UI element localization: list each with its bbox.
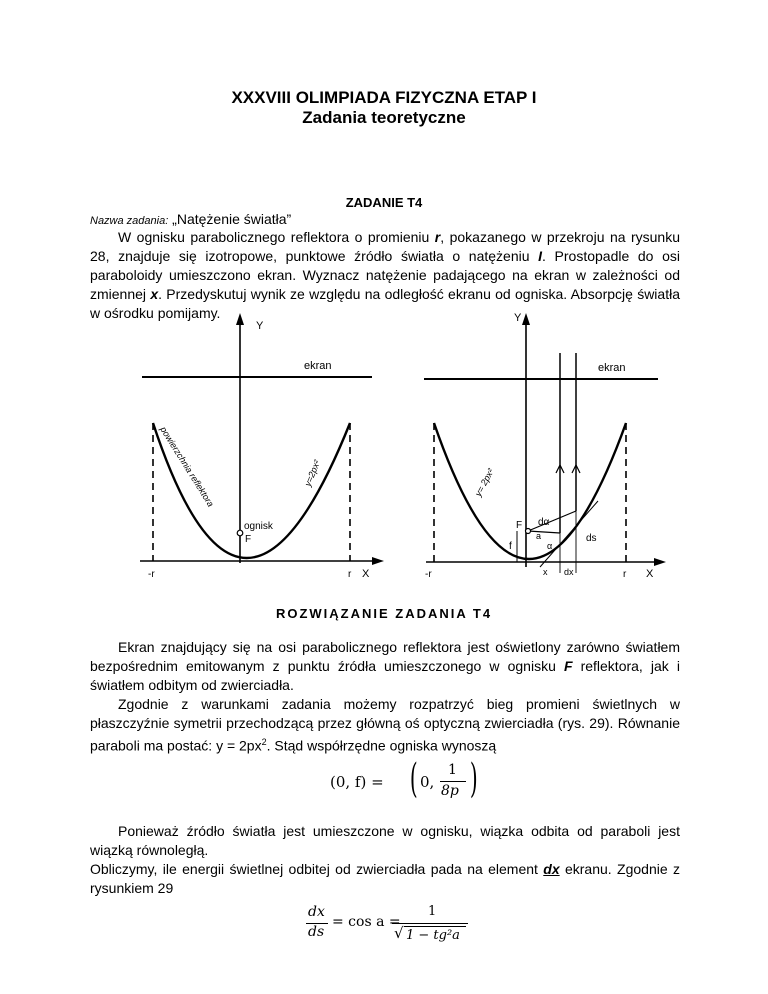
right-tick-neg-r: -r bbox=[425, 569, 432, 580]
page-subtitle: Zadania teoretyczne bbox=[302, 108, 466, 127]
right-parabola bbox=[434, 423, 626, 559]
task-text-2: , pokazanego w przekroju na rysunku 28, znajduje się izotropowe, punktowe źródło światła o natężeniu bbox=[90, 229, 680, 264]
right-tick-r: r bbox=[623, 569, 627, 580]
left-eq-label: y=2px² bbox=[302, 458, 323, 488]
task-name-label: Nazwa zadania: bbox=[90, 215, 169, 227]
solution-p3 bbox=[90, 822, 680, 860]
eq2-denominator: ds bbox=[308, 924, 325, 940]
right-alpha-label: α bbox=[547, 541, 553, 551]
task-var-I: I bbox=[538, 248, 543, 264]
right-focus-F: F bbox=[516, 520, 523, 531]
left-focus-F: F bbox=[245, 534, 252, 545]
right-dalpha-label: dα bbox=[538, 517, 550, 528]
eq1-zero: 0, bbox=[420, 773, 435, 791]
solution-var-F: F bbox=[563, 658, 573, 674]
right-ray-from-focus-1 bbox=[528, 531, 560, 533]
solution-p1-text-b: reflektora, jak i światłem odbitym od zwierciadła. bbox=[90, 658, 680, 693]
right-x-arrow bbox=[654, 558, 666, 566]
eq2-numerator: dx bbox=[308, 904, 325, 920]
left-x-arrow bbox=[372, 557, 384, 565]
solution-var-dx: dx bbox=[543, 861, 560, 877]
task-text-1: W ognisku parabolicznego reflektora o promieniu bbox=[118, 229, 435, 245]
solution-p2-text-b: . Stąd współrzędne ogniska wynoszą bbox=[266, 737, 497, 754]
right-y-arrow bbox=[522, 313, 530, 325]
left-screen-label: ekran bbox=[304, 360, 332, 372]
solution-p2-text: Zgodnie z warunkami zadania możemy rozpatrzyć bieg promieni świetlnych w płaszczyźnie symetrii przechodzącą przez główną oś optyczną zwierciadła (rys. 29). Równanie paraboli ma postać: y = 2px bbox=[90, 696, 680, 754]
figure-left bbox=[140, 313, 384, 580]
right-x-small: x bbox=[543, 567, 548, 577]
right-dx-label: dx bbox=[564, 567, 574, 577]
task-text-4: . Przedyskutuj wynik ze względu na odległość ekranu od ogniska. Absorpcję światła w ośrodku pomijamy. bbox=[90, 286, 680, 321]
left-focus-point bbox=[237, 530, 243, 536]
eq1-denominator: 8p bbox=[441, 783, 459, 799]
equation-dx-ds bbox=[306, 904, 486, 954]
left-curve-label: powierzchnia reflektora bbox=[158, 424, 216, 509]
right-f-label: f bbox=[509, 541, 512, 552]
left-tick-neg-r: -r bbox=[148, 569, 155, 580]
eq1-fraction-bar bbox=[440, 781, 466, 782]
eq2-right-denominator: 1 − tg²a bbox=[406, 928, 460, 943]
figure-right bbox=[424, 312, 666, 580]
solution-p2 bbox=[90, 695, 680, 756]
left-x-label: X bbox=[362, 568, 370, 580]
eq2-right-numerator: 1 bbox=[428, 904, 437, 919]
eq2-middle: = cos a = bbox=[332, 914, 401, 930]
eq1-paren-close: ) bbox=[469, 756, 478, 802]
task-var-r: r bbox=[434, 229, 441, 245]
right-eq-label: y= 2px² bbox=[472, 466, 496, 498]
solution-p4 bbox=[90, 860, 680, 898]
left-focus-label: ognisk bbox=[244, 521, 273, 532]
solution-p1-text-a: Ekran znajdujący się na osi parabolicznego reflektora jest oświetlony zarówno światłem bezpośrednim emitowanym z punktu źródła umieszczonego w ognisku bbox=[90, 639, 680, 674]
right-focus-point bbox=[526, 529, 531, 534]
left-y-label: Y bbox=[256, 320, 264, 332]
right-a-label: a bbox=[536, 531, 542, 541]
solution-p2-sup: 2 bbox=[261, 737, 267, 747]
solution-p4-text-a: Obliczymy, ile energii świetlnej odbitej od zwierciadła pada na element bbox=[90, 861, 544, 877]
solution-p1 bbox=[90, 638, 680, 695]
task-text-3: . Prostopadle do osi paraboloidy umieszczono ekran. Wyznacz natężenie padającego na ekran w zależności od zmiennej bbox=[90, 248, 680, 302]
right-screen-label: ekran bbox=[598, 362, 626, 374]
figures-svg bbox=[0, 305, 768, 595]
solution-heading: ROZWIĄZANIE ZADANIA T4 bbox=[275, 606, 493, 621]
eq2-sqrt-bar bbox=[404, 926, 466, 927]
right-ds-label: ds bbox=[586, 533, 597, 544]
eq1-left: (0, f) = bbox=[330, 773, 384, 791]
equation-focus bbox=[330, 756, 490, 804]
task-var-x: x bbox=[150, 286, 159, 302]
left-tick-r: r bbox=[348, 569, 352, 580]
solution-p4-text-b: ekranu. Zgodnie z rysunkiem 29 bbox=[90, 861, 680, 896]
left-y-arrow bbox=[236, 313, 244, 325]
task-name-line bbox=[90, 211, 291, 227]
right-x-label: X bbox=[646, 568, 654, 580]
solution-p3-text: Ponieważ źródło światła jest umieszczone w ognisku, wiązka odbita od paraboli jest wiązką równoległą. bbox=[90, 823, 680, 858]
task-heading: ZADANIE T4 bbox=[345, 195, 423, 210]
eq2-sqrt-sign: √ bbox=[394, 924, 404, 942]
left-parabola bbox=[153, 423, 350, 558]
right-ray-from-focus-2 bbox=[528, 511, 576, 531]
eq1-numerator: 1 bbox=[448, 762, 457, 778]
eq1-paren-open: ( bbox=[409, 756, 418, 802]
right-y-label: Y bbox=[514, 312, 522, 324]
page-title: XXXVIII OLIMPIADA FIZYCZNA ETAP I bbox=[231, 88, 537, 107]
task-name-value: „Natężenie światła” bbox=[172, 211, 292, 227]
